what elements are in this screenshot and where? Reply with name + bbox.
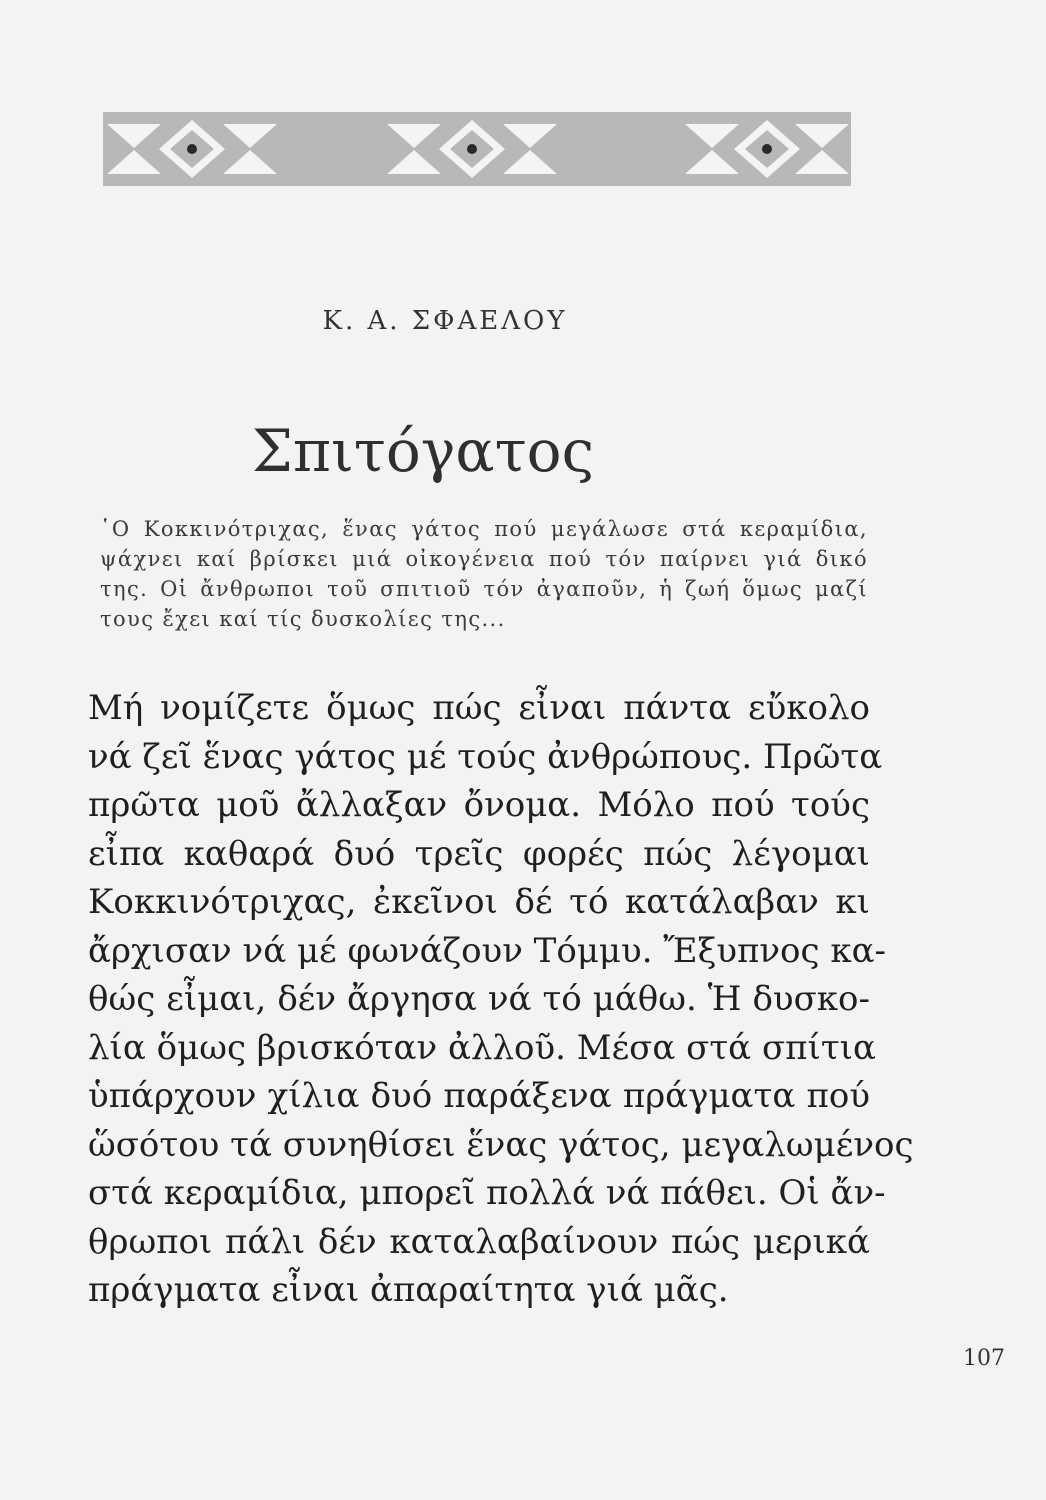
story-summary: ῾Ο Κοκκινότριχας, ἕνας γάτος πού μεγάλωσε στά κεραμίδια, ψάχνει καί βρίσκει μιά οἰκογένεια πού τόν παίρνει γιά δικό της. Οἱ ἄνθρωποι τοῦ σπιτιοῦ τόν ἀγαποῦν, ἡ ζωή ὅμως μαζί τους ἔχει καί τίς δυσκολίες της... xyxy=(100,517,868,631)
body-line: ὑπάρχουν χίλια δυό παράξενα πράγματα πού xyxy=(88,1076,870,1116)
body-line: Μή νομίζετε ὅμως πώς εἶναι πάντα εὔκολο xyxy=(88,688,870,728)
body-line: ὥσότου τά συνηθίσει ἕνας γάτος, μεγαλωμένος xyxy=(88,1124,914,1165)
body-line: νά ζεῖ ἕνας γάτος μέ τούς ἀνθρώπους. Πρῶτα xyxy=(88,736,883,777)
body-line: Κοκκινότριχας, ἐκεῖνοι δέ τό κατάλαβαν κι xyxy=(88,882,870,922)
body-line: θώς εἶμαι, δέν ἄργησα νά τό μάθω. Ἡ δυσκο- xyxy=(88,979,870,1019)
body-line: εἶπα καθαρά δυό τρεῖς φορές πώς λέγομαι xyxy=(88,833,870,874)
body-line: στά κεραμίδια, μπορεῖ πολλά νά πάθει. Οἱ ἄν- xyxy=(88,1173,886,1213)
body-line: ἄρχισαν νά μέ φωνάζουν Τόμμυ. Ἔξυπνος κα- xyxy=(88,930,887,971)
body-line: πρῶτα μοῦ ἄλλαξαν ὄνομα. Μόλο πού τούς xyxy=(88,785,870,825)
diamond-ornament-icon xyxy=(103,112,851,186)
story-title: Σπιτόγατος xyxy=(251,416,595,485)
page-number: 107 xyxy=(963,1346,1005,1371)
decorative-banner xyxy=(103,112,851,186)
body-line: λία ὅμως βρισκόταν ἀλλοῦ. Μέσα στά σπίτια xyxy=(88,1027,876,1068)
story-body xyxy=(88,684,914,1315)
body-line: θρωποι πάλι δέν καταλαβαίνουν πώς μερικά xyxy=(88,1221,870,1262)
author-name: Κ. Α. ΣΦΑΕΛΟΥ xyxy=(322,306,568,336)
body-line: πράγματα εἶναι ἀπαραίτητα γιά μᾶς. xyxy=(88,1270,729,1310)
